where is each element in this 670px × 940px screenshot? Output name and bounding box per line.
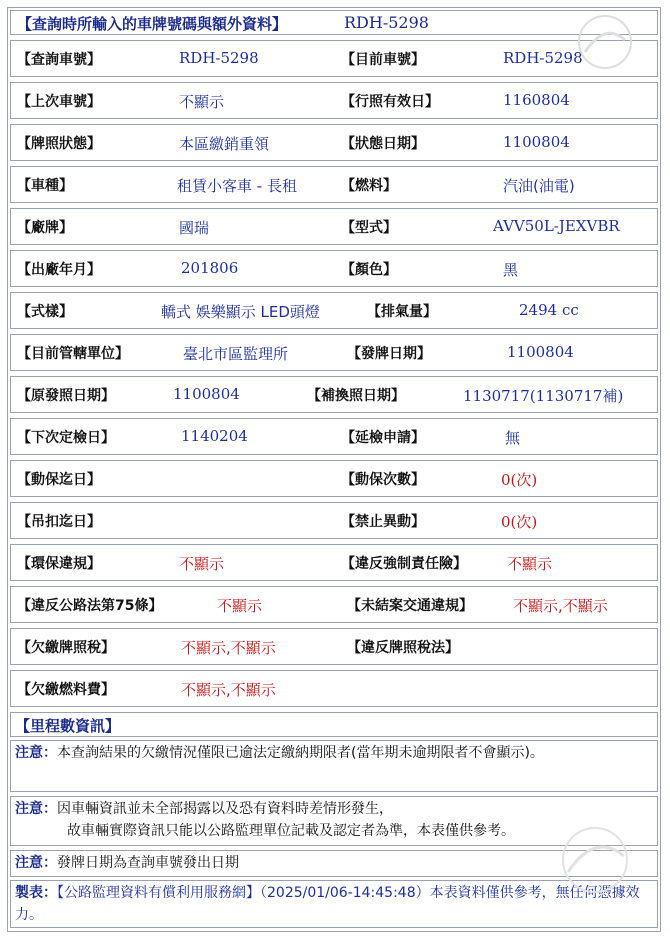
note-disclaimer-line2: 故車輛實際資訊只能以公路監理單位記載及認定者為準，本表僅供參考。 — [67, 823, 515, 839]
row-manufacture-date — [10, 250, 658, 287]
label-highway-law-75: 【違反公路法第75條】 — [17, 598, 163, 614]
label-status-date: 【狀態日期】 — [341, 136, 425, 152]
label-current-plate: 【目前車號】 — [341, 52, 425, 68]
label-previous-plate: 【上次車號】 — [17, 94, 101, 110]
label-body-style: 【式樣】 — [17, 304, 73, 320]
value-inspection-extension: 無 — [505, 429, 521, 447]
row-previous-plate — [10, 82, 658, 119]
value-issue-date: 1100804 — [507, 343, 574, 361]
row-environment-violation — [10, 544, 658, 581]
mileage-section-title: 【里程數資訊】 — [15, 717, 121, 735]
label-insurance-violation: 【違反強制責任險】 — [341, 556, 467, 572]
row-brand — [10, 208, 658, 245]
watermark-logo-bottom — [540, 820, 650, 900]
value-fuel: 汽油(油電) — [503, 177, 575, 195]
label-environment-violation: 【環保違規】 — [17, 556, 101, 572]
label-next-inspection: 【下次定檢日】 — [17, 430, 115, 446]
value-body-style: 轎式 娛樂顯示 LED頭燈 — [161, 303, 320, 321]
label-fuel: 【燃料】 — [341, 178, 397, 194]
value-status-date: 1100804 — [503, 133, 570, 151]
note-key: 注意： — [15, 855, 57, 871]
value-original-license-date: 1100804 — [173, 385, 240, 403]
value-chattel-count: 0(次) — [501, 471, 538, 489]
row-next-inspection — [10, 418, 658, 455]
watermark-logo-top — [560, 12, 650, 72]
value-next-inspection: 1140204 — [181, 427, 248, 445]
value-unpaid-license-tax: 不顯示,不顯示 — [181, 639, 276, 657]
value-jurisdiction: 臺北市區監理所 — [183, 345, 289, 363]
value-brand: 國瑞 — [179, 219, 210, 237]
label-vehicle-type: 【車種】 — [17, 178, 73, 194]
label-plate-status: 【牌照狀態】 — [17, 136, 101, 152]
value-open-traffic-violations: 不顯示,不顯示 — [513, 597, 608, 615]
label-unpaid-license-tax: 【欠繳牌照稅】 — [17, 640, 115, 656]
row-vehicle-type — [10, 166, 658, 203]
label-suspension-end-date: 【吊扣迄日】 — [17, 514, 101, 530]
value-query-plate: RDH-5298 — [179, 49, 259, 67]
label-reissue-date: 【補換照日期】 — [307, 388, 405, 404]
value-transfer-ban: 0(次) — [501, 513, 538, 531]
label-open-traffic-violations: 【未結案交通違規】 — [347, 598, 473, 614]
label-original-license-date: 【原發照日期】 — [17, 388, 115, 404]
row-suspension — [10, 502, 658, 539]
label-chattel-end-date: 【動保迄日】 — [17, 472, 101, 488]
query-header-plate: RDH-5298 — [344, 13, 429, 32]
row-original-license-date — [10, 376, 658, 413]
query-header-label: 【查詢時所輸入的車牌號碼與額外資料】 — [17, 15, 288, 33]
note-arrears-text: 本查詢結果的欠繳情況僅限已逾法定繳納期限者(當年期未逾期限者不會顯示)。 — [57, 745, 544, 761]
label-license-tax-violation: 【違反牌照稅法】 — [347, 640, 459, 656]
mileage-section-header — [10, 712, 658, 737]
value-unpaid-fuel-fee: 不顯示,不顯示 — [181, 681, 276, 699]
note-key: 注意： — [15, 745, 57, 761]
value-current-plate: RDH-5298 — [503, 49, 583, 67]
value-vehicle-type: 租賃小客車 - 長租 — [177, 177, 297, 195]
row-jurisdiction — [10, 334, 658, 371]
value-insurance-violation: 不顯示 — [507, 555, 553, 573]
value-model: AVV50L-JEXVBR — [493, 217, 620, 235]
made-by-key: 製表： — [15, 885, 57, 901]
value-color: 黑 — [503, 261, 519, 279]
value-license-valid-date: 1160804 — [503, 91, 570, 109]
label-model: 【型式】 — [341, 220, 397, 236]
value-displacement: 2494 cc — [519, 301, 579, 319]
row-plate-status — [10, 124, 658, 161]
note-key: 注意： — [15, 801, 57, 817]
label-jurisdiction: 【目前管轄單位】 — [17, 346, 129, 362]
note-issue-date-text: 發牌日期為查詢車號發出日期 — [57, 855, 239, 871]
label-inspection-extension: 【延檢申請】 — [341, 430, 425, 446]
label-query-plate: 【查詢車號】 — [17, 52, 101, 68]
value-previous-plate: 不顯示 — [179, 93, 225, 111]
label-license-valid-date: 【行照有效日】 — [341, 94, 439, 110]
row-license-tax — [10, 628, 658, 665]
row-highway-law-violation — [10, 586, 658, 623]
note-arrears — [10, 740, 658, 792]
made-by-text: 【公路監理資料有償利用服務網】（2025/01/06-14:45:48）本表資料僅供參考，無任何憑據效力。 — [15, 885, 640, 923]
label-chattel-count: 【動保次數】 — [341, 472, 425, 488]
row-body-style — [10, 292, 658, 329]
label-color: 【顏色】 — [341, 262, 397, 278]
row-chattel-mortgage — [10, 460, 658, 497]
label-transfer-ban: 【禁止異動】 — [341, 514, 425, 530]
label-displacement: 【排氣量】 — [367, 304, 437, 320]
label-issue-date: 【發牌日期】 — [347, 346, 431, 362]
value-plate-status: 本區繳銷重領 — [179, 135, 270, 153]
label-brand: 【廠牌】 — [17, 220, 73, 236]
label-manufacture-date: 【出廠年月】 — [17, 262, 101, 278]
value-highway-law-75: 不顯示 — [217, 597, 263, 615]
row-fuel-fee — [10, 670, 658, 707]
value-reissue-date: 1130717(1130717補) — [463, 387, 624, 405]
label-unpaid-fuel-fee: 【欠繳燃料費】 — [17, 682, 115, 698]
value-manufacture-date: 201806 — [181, 259, 239, 277]
value-environment-violation: 不顯示 — [179, 555, 225, 573]
note-disclaimer-line1: 因車輛資訊並未全部揭露以及恐有資料時差情形發生， — [57, 801, 393, 817]
